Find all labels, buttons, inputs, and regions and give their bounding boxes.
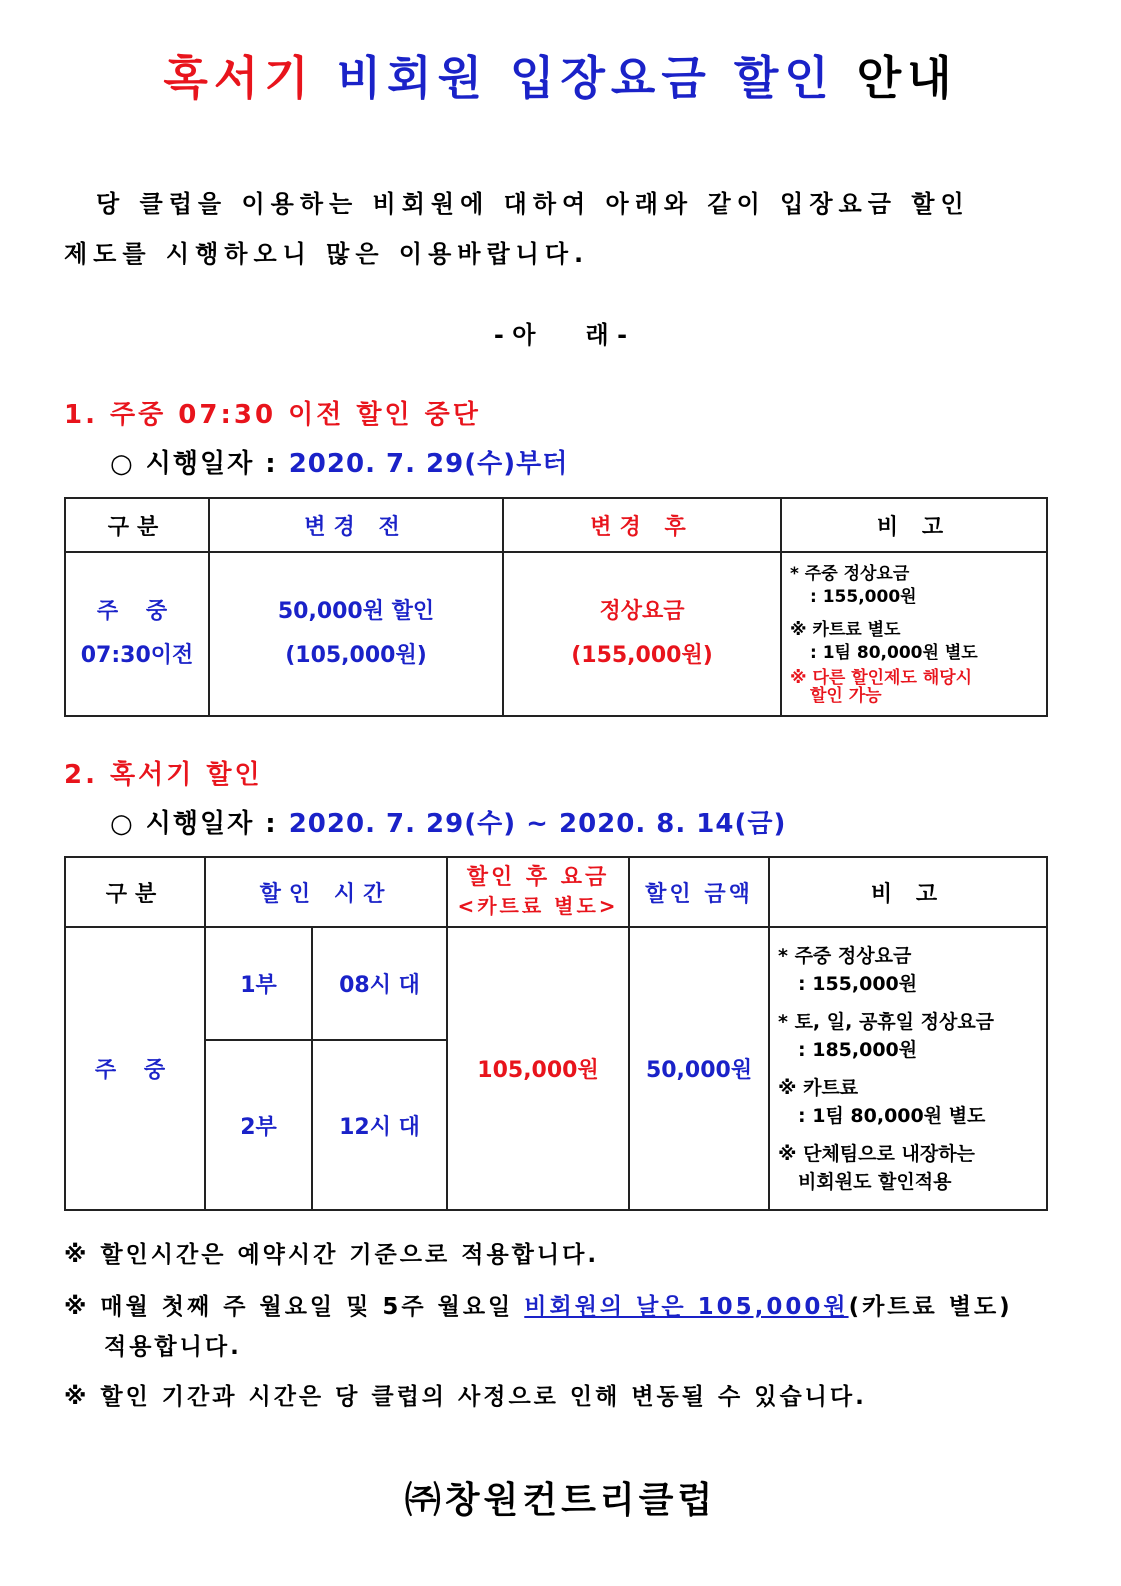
s1-category-line2: 07:30이전 [80,643,194,668]
s1-before-line2: (105,000원) [285,643,427,668]
footnote-2-suffix: (카트료 별도) [848,1294,1013,1320]
section2-title: 2. 혹서기 할인 [64,760,263,790]
title-part-discount: 비회원 입장요금 할인 [336,51,835,105]
s1-before-line1: 50,000원 할인 [277,599,435,624]
s2-note1b: : 155,000원 [798,972,918,995]
s2-amount-cell: 50,000원 [629,927,769,1210]
s2-note3b: : 1팀 80,000원 별도 [798,1104,986,1127]
section2-date-prefix: ○ 시행일자 : [110,809,278,839]
s1-note-cell [781,552,1047,716]
s1-before-cell [209,552,503,716]
s2-note4: ※ 단체팀으로 내장하는 [778,1142,975,1165]
s2-header-fee [447,857,629,927]
s2-session2-time: 12시 대 [312,1040,447,1210]
section1-date-value: 2020. 7. 29(수)부터 [288,449,569,479]
s1-note2b: : 1팀 80,000원 별도 [810,643,978,663]
s1-header-note: 비 고 [781,498,1047,552]
section1-title: 1. 주중 07:30 이전 할인 중단 [64,400,481,430]
s1-note2: ※ 카트료 별도 [790,620,901,640]
s1-note1b: : 155,000원 [810,587,917,607]
company-name: ㈜창원컨트리클럽 [404,1480,717,1521]
footnote-2-highlight: 비회원의 날은 105,000원 [524,1294,849,1320]
s1-header-after: 변경 후 [503,498,781,552]
s1-note1: * 주중 정상요금 [790,564,910,584]
s2-header-fee-line1: 할인 후 요금 [466,865,610,890]
footnote-1: ※ 할인시간은 예약시간 기준으로 적용합니다. [64,1242,600,1268]
title-part-summer: 혹서기 [163,51,315,105]
section1-date-prefix: ○ 시행일자 : [110,449,278,479]
intro-line-2: 제도를 시행하오니 많은 이용바랍니다. [64,240,590,268]
page-title [0,42,1121,108]
s2-header-time: 할인 시간 [205,857,447,927]
s1-header-category: 구분 [65,498,209,552]
s2-fee-cell: 105,000원 [447,927,629,1210]
footnote-2-prefix: ※ 매월 첫째 주 월요일 및 5주 월요일 [64,1294,514,1320]
s2-note3: ※ 카트료 [778,1076,859,1099]
intro-line-1: 당 클럽을 이용하는 비회원에 대하여 아래와 같이 입장요금 할인 [96,190,970,218]
s1-note3b: 할인 가능 [810,686,882,706]
s2-category-cell: 주 중 [65,927,205,1210]
s2-header-note: 비 고 [769,857,1047,927]
s2-note1: * 주중 정상요금 [778,944,912,967]
s2-note-cell [769,927,1047,1210]
s2-header-category: 구분 [65,857,205,927]
s1-after-line1: 정상요금 [599,599,685,624]
footnote-2-line2: 적용합니다. [104,1334,242,1360]
section2-date-value: 2020. 7. 29(수) ~ 2020. 8. 14(금) [288,809,787,839]
s1-header-before: 변경 전 [209,498,503,552]
section2-date-line [110,803,786,840]
footnote-3: ※ 할인 기간과 시간은 당 클럽의 사정으로 인해 변동될 수 있습니다. [64,1384,867,1410]
s2-session2-part: 2부 [205,1040,312,1210]
section1-date-line [110,443,568,480]
s1-category-line1: 주 중 [96,599,178,624]
s2-note4b: 비회원도 할인적용 [798,1170,952,1193]
section2-table [64,856,1048,1211]
s1-after-cell [503,552,781,716]
s2-header-amount: 할인 금액 [629,857,769,927]
s2-session1-time: 08시 대 [312,927,447,1040]
footnote-2 [64,1288,1013,1321]
section-divider-label: - 아 래 - [493,321,628,349]
s1-note3: ※ 다른 할인제도 해당시 [790,668,973,688]
section1-table [64,497,1048,717]
s1-after-line2: (155,000원) [571,643,713,668]
title-part-notice: 안내 [856,51,958,105]
s2-note2b: : 185,000원 [798,1038,918,1061]
s1-category-cell [65,552,209,716]
s2-note2: * 토, 일, 공휴일 정상요금 [778,1010,995,1033]
s2-header-fee-line2: <카트료 별도> [457,894,619,918]
s2-session1-part: 1부 [205,927,312,1040]
